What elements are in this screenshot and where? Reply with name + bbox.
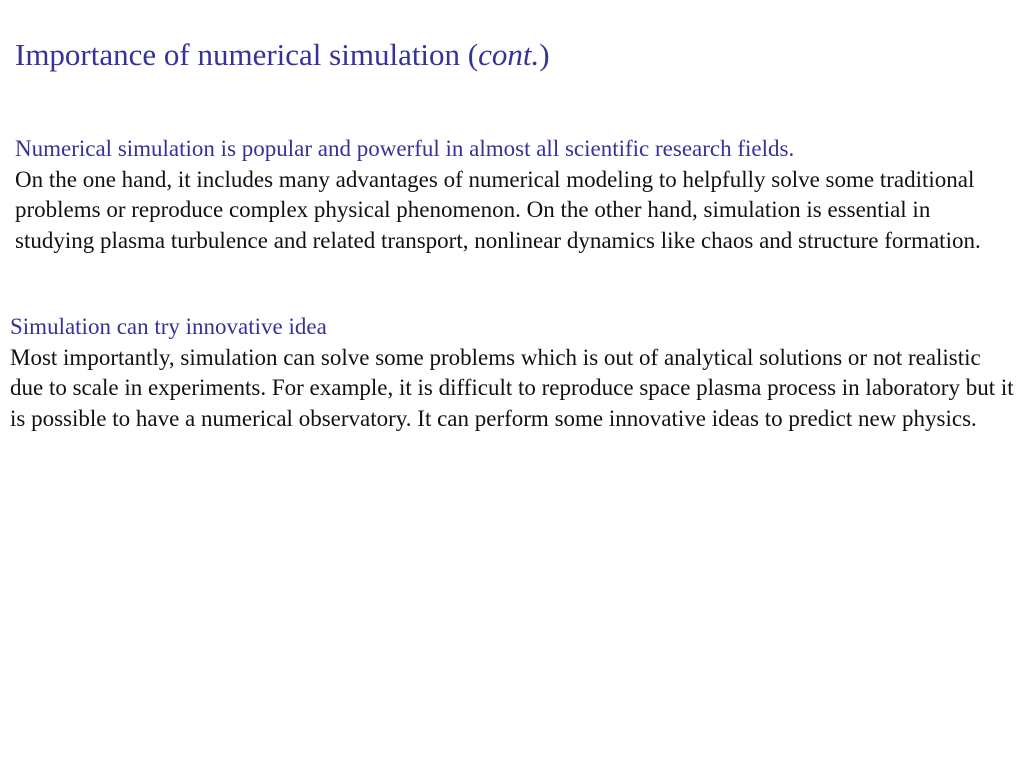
section-2-body: Most importantly, simulation can solve some problems which is out of analytical solutions or not realistic due to scale in experiments. For example, it is difficult to reproduce space plasma process in laboratory but it is possible to have a numerical observatory. It can perform some innovative ideas to predict new physics. xyxy=(10,344,1014,431)
section-1-body: On the one hand, it includes many advantages of numerical modeling to helpfully solve some traditional problems or reproduce complex physical phenomenon. On the other hand, simulation is essential in studying plasma turbulence and related transport, nonlinear dynamics like chaos and structure formation. xyxy=(15,166,981,253)
slide-title-italic: cont. xyxy=(478,37,540,72)
section-2-heading: Simulation can try innovative idea xyxy=(10,314,327,339)
slide-title xyxy=(15,35,550,75)
section-1-heading: Numerical simulation is popular and powerful in almost all scientific research fields. xyxy=(15,136,795,161)
slide-title-close: ) xyxy=(539,37,550,72)
slide-title-main: Importance of numerical simulation ( xyxy=(15,37,479,72)
section-1 xyxy=(15,134,1015,256)
section-2 xyxy=(10,312,1015,434)
